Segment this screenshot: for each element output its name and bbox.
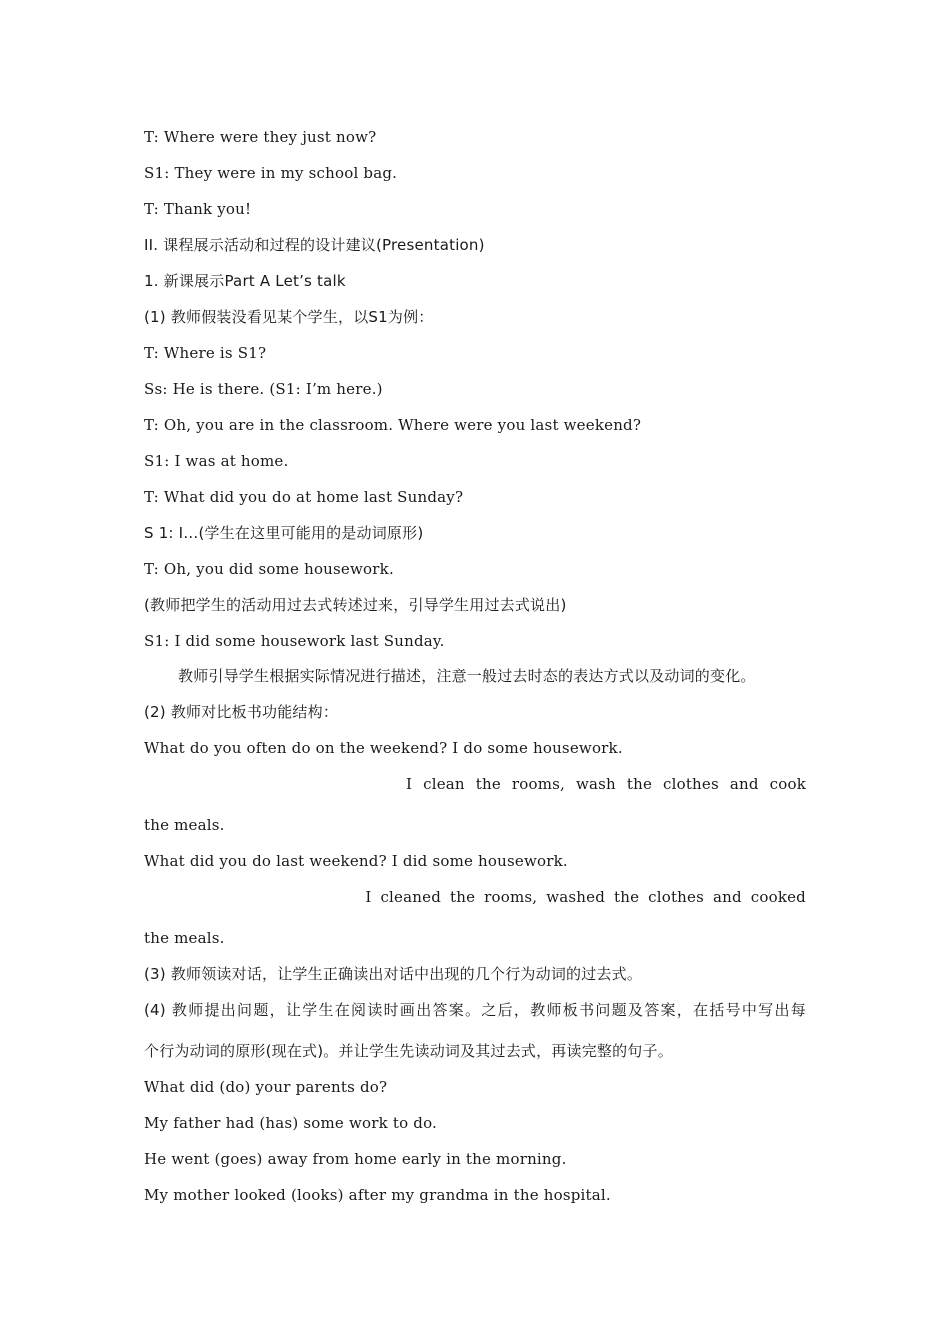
dialogue-line: S1: They were in my school bag. xyxy=(144,164,398,182)
dialogue-line: T: What did you do at home last Sunday? xyxy=(144,488,464,506)
dialogue-line: S1: I was at home. xyxy=(144,452,289,470)
dialogue-line: T: Where were they just now? xyxy=(144,128,377,146)
teacher-note: (教师把学生的活动用过去式转述过来，引导学生用过去式说出) xyxy=(144,596,567,614)
section-heading: II. 课程展示活动和过程的设计建议(Presentation) xyxy=(144,236,485,254)
step-instruction: (4) 教师提出问题，让学生在阅读时画出答案。之后，教师板书问题及答案，在括号中写出每 xyxy=(144,1001,806,1019)
teacher-note: 教师引导学生根据实际情况进行描述，注意一般过去时态的表达方式以及动词的变化。 xyxy=(178,667,756,685)
dialogue-line: T: Oh, you did some housework. xyxy=(144,560,394,578)
step-instruction: (2) 教师对比板书功能结构： xyxy=(144,703,339,721)
board-sentence: What did you do last weekend? I did some housework. xyxy=(144,852,568,870)
dialogue-line: Ss: He is there. (S1: I’m here.) xyxy=(144,380,383,398)
board-sentence: I clean the rooms, wash the clothes and cook xyxy=(406,775,806,793)
board-sentence: the meals. xyxy=(144,929,225,947)
example-sentence: He went (goes) away from home early in the morning. xyxy=(144,1150,567,1168)
board-sentence: the meals. xyxy=(144,816,225,834)
board-sentence: What do you often do on the weekend? I do some housework. xyxy=(144,739,623,757)
subsection-heading: 1. 新课展示Part A Let’s talk xyxy=(144,272,346,290)
step-instruction: 个行为动词的原形(现在式)。并让学生先读动词及其过去式，再读完整的句子。 xyxy=(144,1042,673,1060)
dialogue-line: S 1: I…(学生在这里可能用的是动词原形) xyxy=(144,524,424,542)
step-instruction: (1) 教师假装没看见某个学生，以S1为例： xyxy=(144,308,434,326)
dialogue-line: T: Oh, you are in the classroom. Where were you last weekend? xyxy=(144,416,642,434)
step-instruction: (3) 教师领读对话，让学生正确读出对话中出现的几个行为动词的过去式。 xyxy=(144,965,643,983)
board-sentence: I cleaned the rooms, washed the clothes and cooked xyxy=(365,888,806,906)
dialogue-line: T: Thank you! xyxy=(144,200,252,218)
example-sentence: My mother looked (looks) after my grandma in the hospital. xyxy=(144,1186,611,1204)
example-sentence: What did (do) your parents do? xyxy=(144,1078,388,1096)
dialogue-line: S1: I did some housework last Sunday. xyxy=(144,632,445,650)
dialogue-line: T: Where is S1? xyxy=(144,344,267,362)
example-sentence: My father had (has) some work to do. xyxy=(144,1114,438,1132)
